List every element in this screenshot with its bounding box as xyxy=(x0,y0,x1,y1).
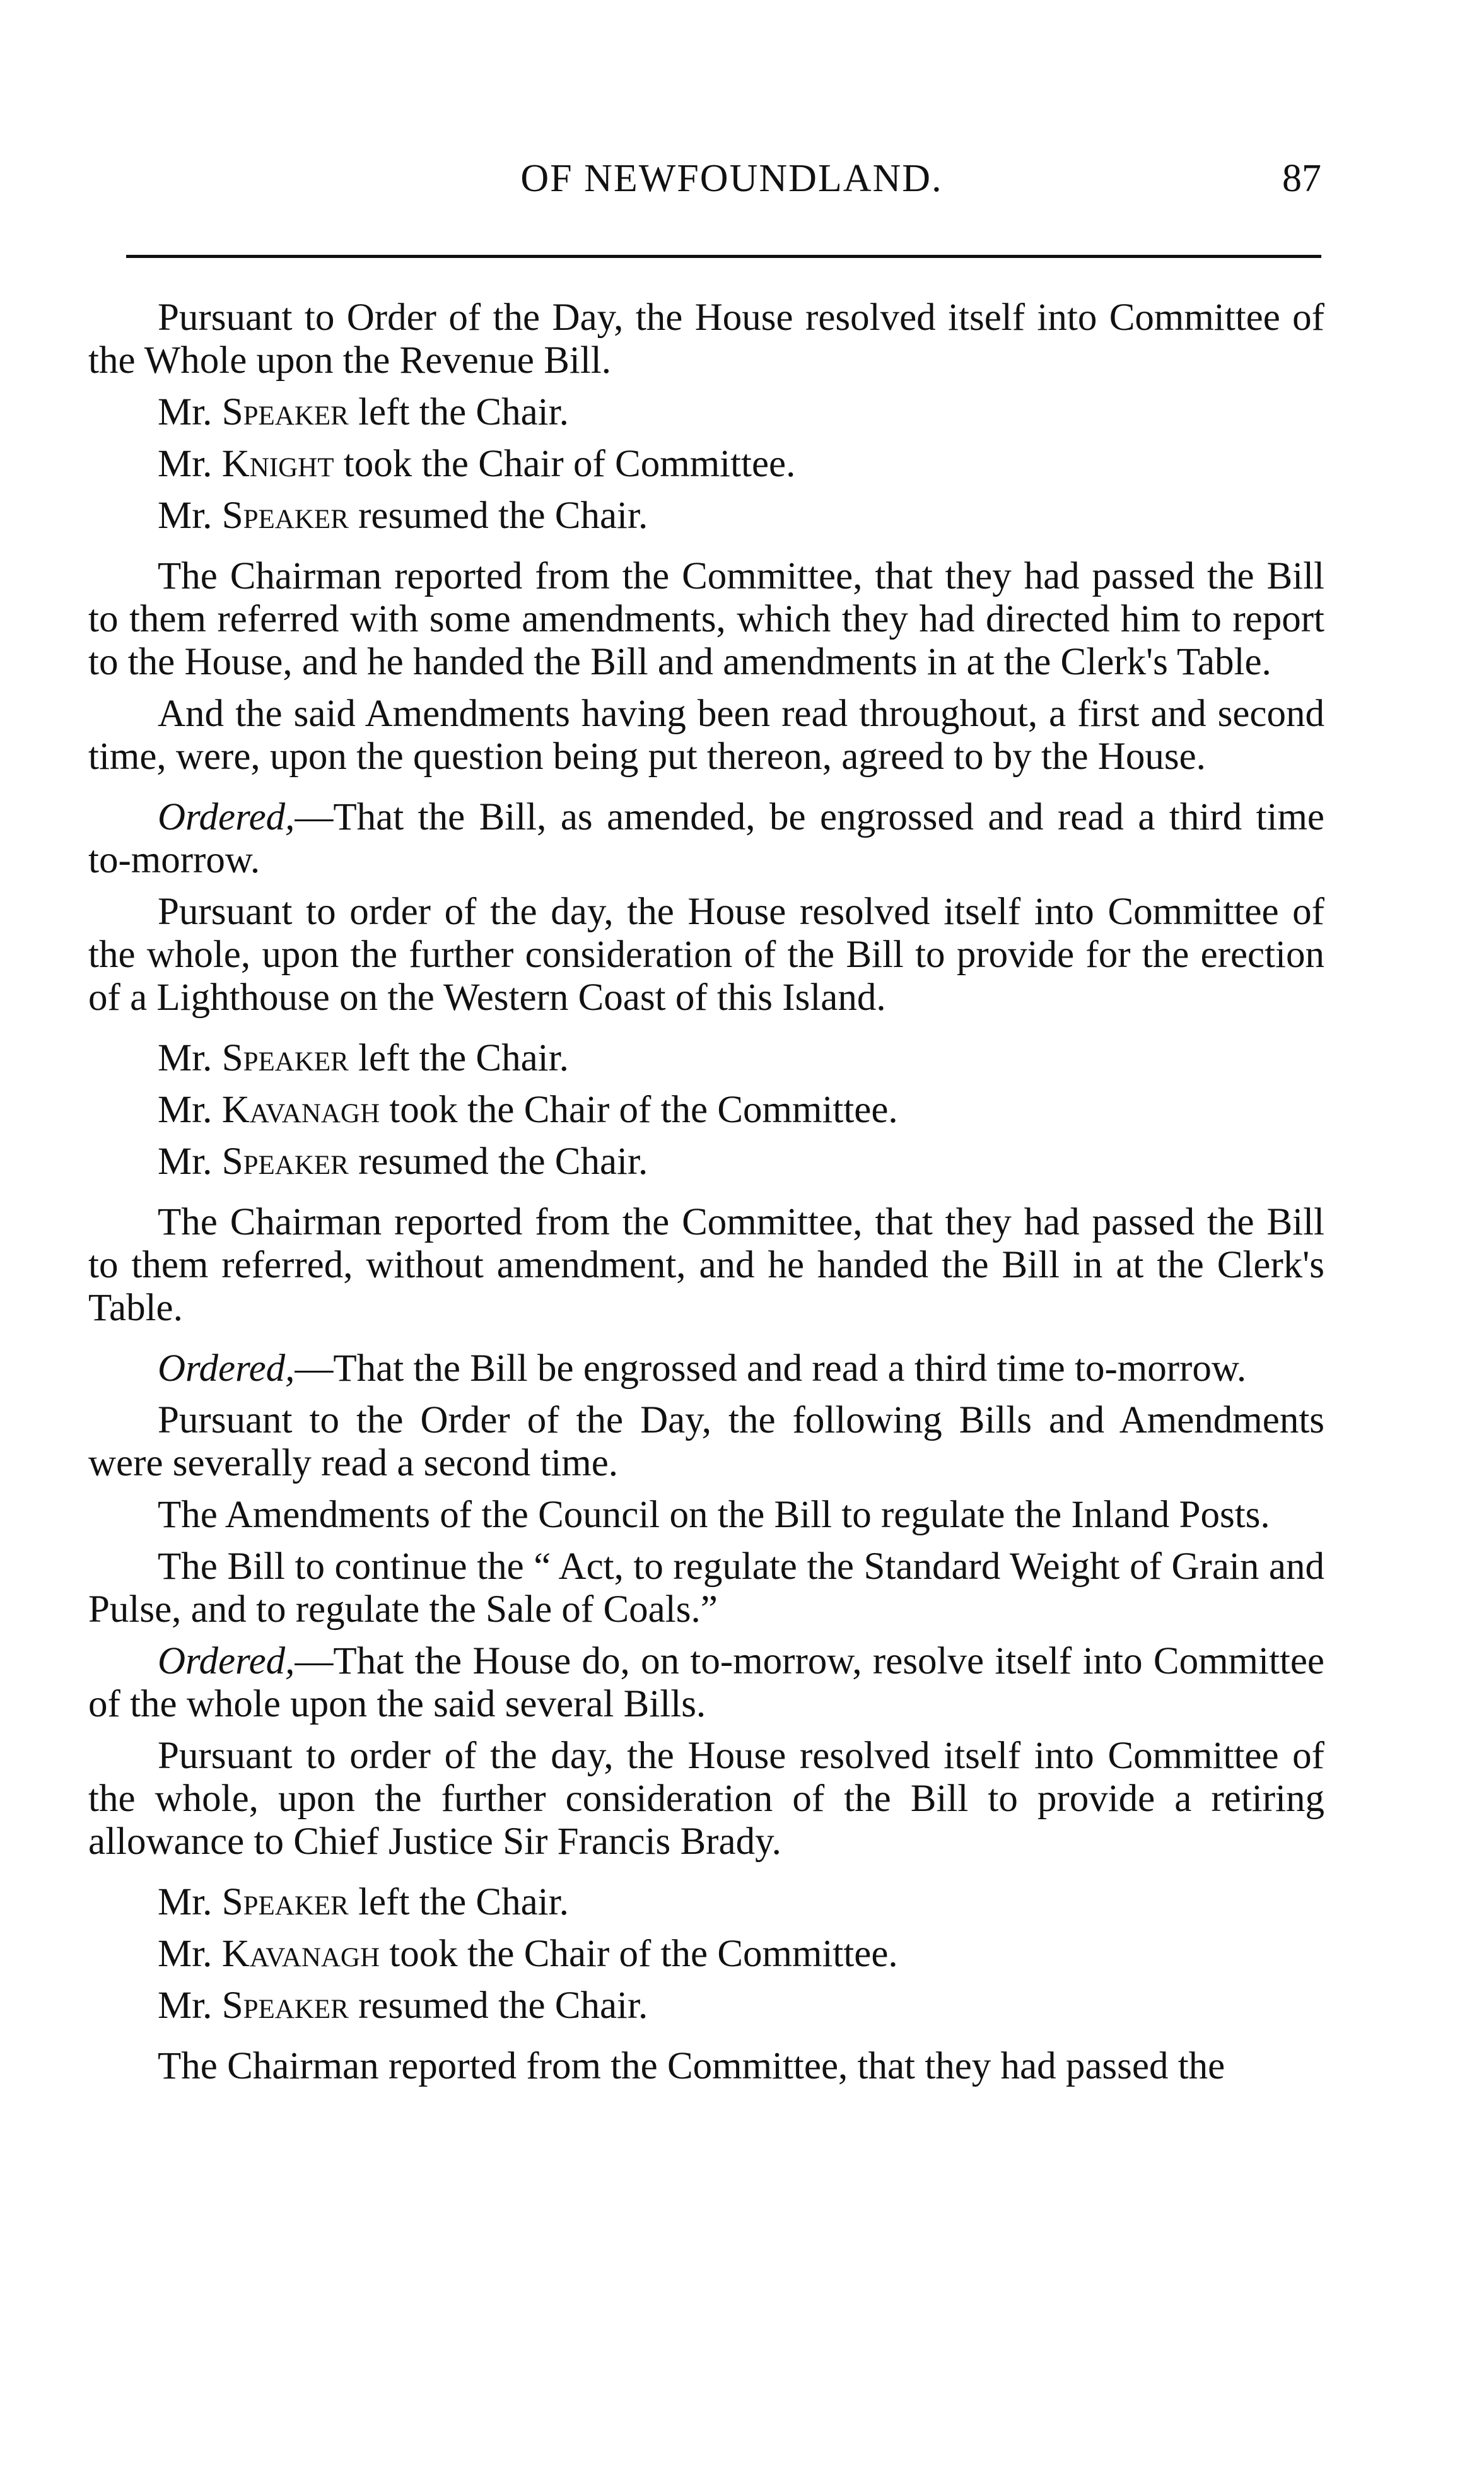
paragraph-text: The Bill to continue the “ Act, to regulate the Standard Weight of Grain and Pulse, and to regulate the Sale of Coals.” xyxy=(88,1545,1324,1631)
paragraph xyxy=(88,1933,1324,1976)
paragraph-text: The Chairman reported from the Committee, that they had passed the Bill to them referred with some amendments, which they had directed him to report to the House, and he handed the Bill and amendments in at the Clerk's Table. xyxy=(88,555,1324,683)
honorific: Mr. xyxy=(158,1881,222,1923)
header-rule xyxy=(126,255,1321,258)
paragraph xyxy=(88,1735,1324,1863)
member-name: Speaker xyxy=(221,1037,349,1079)
paragraph xyxy=(88,1545,1324,1631)
paragraph-text: —That the Bill, as amended, be engrossed and read a third time to-morrow. xyxy=(88,796,1324,881)
honorific: Mr. xyxy=(158,1933,222,1975)
journal-body xyxy=(88,296,1324,2097)
paragraph xyxy=(88,443,1324,486)
paragraph-text: resumed the Chair. xyxy=(348,495,648,537)
member-name: Speaker xyxy=(221,1984,349,2027)
honorific: Mr. xyxy=(158,1089,222,1131)
paragraph-text: —That the Bill be engrossed and read a third time to-morrow. xyxy=(295,1347,1247,1390)
paragraph xyxy=(88,891,1324,1019)
paragraph xyxy=(88,2045,1324,2088)
paragraph xyxy=(88,555,1324,684)
paragraph xyxy=(88,1089,1324,1132)
honorific: Mr. xyxy=(158,1984,222,2027)
paragraph xyxy=(88,693,1324,778)
paragraph xyxy=(88,1881,1324,1924)
paragraph-text: Pursuant to order of the day, the House resolved itself into Committee of the whole, upon the further consideration of the Bill to provide for the erection of a Lighthouse on the Western Coast of this Island. xyxy=(88,891,1324,1019)
honorific: Mr. xyxy=(158,443,222,485)
member-name: Kavanagh xyxy=(221,1933,380,1975)
member-name: Speaker xyxy=(221,1881,349,1923)
paragraph-text: The Chairman reported from the Committee, that they had passed the Bill to them referred, without amendment, and he handed the Bill in at the Clerk's Table. xyxy=(88,1201,1324,1329)
member-name: Speaker xyxy=(221,391,349,433)
ordered-label: Ordered, xyxy=(158,1347,295,1390)
paragraph xyxy=(88,1494,1324,1537)
member-name: Knight xyxy=(221,443,334,485)
paragraph xyxy=(88,1140,1324,1183)
member-name: Speaker xyxy=(221,495,349,537)
honorific: Mr. xyxy=(158,1140,222,1183)
paragraph-text: —That the House do, on to-morrow, resolve itself into Committee of the whole upon the said several Bills. xyxy=(88,1640,1324,1725)
member-name: Speaker xyxy=(221,1140,349,1183)
ordered-label: Ordered, xyxy=(158,1640,295,1682)
paragraph-text: took the Chair of the Committee. xyxy=(380,1933,898,1975)
paragraph-text: left the Chair. xyxy=(348,1037,569,1079)
paragraph-text: took the Chair of Committee. xyxy=(334,443,796,485)
paragraph xyxy=(88,391,1324,434)
page-number: 87 xyxy=(1282,157,1321,200)
paragraph-text: resumed the Chair. xyxy=(348,1984,648,2027)
honorific: Mr. xyxy=(158,495,222,537)
running-title: OF NEWFOUNDLAND. xyxy=(520,157,943,200)
honorific: Mr. xyxy=(158,1037,222,1079)
paragraph xyxy=(88,1037,1324,1080)
paragraph-text: resumed the Chair. xyxy=(348,1140,648,1183)
paragraph xyxy=(88,1347,1324,1390)
paragraph-text: left the Chair. xyxy=(348,391,569,433)
member-name: Kavanagh xyxy=(221,1089,380,1131)
paragraph xyxy=(88,1640,1324,1726)
paragraph xyxy=(88,1399,1324,1485)
ordered-label: Ordered, xyxy=(158,796,295,838)
paragraph-text: And the said Amendments having been read throughout, a first and second time, were, upon the question being put thereon, agreed to by the House. xyxy=(88,693,1324,778)
paragraph xyxy=(88,796,1324,882)
paragraph-text: Pursuant to Order of the Day, the House resolved itself into Committee of the Whole upon the Revenue Bill. xyxy=(88,296,1324,382)
paragraph-text: took the Chair of the Committee. xyxy=(380,1089,898,1131)
paragraph-text: Pursuant to the Order of the Day, the following Bills and Amendments were severally read a second time. xyxy=(88,1399,1324,1484)
honorific: Mr. xyxy=(158,391,222,433)
paragraph-text: The Chairman reported from the Committee, that they had passed the xyxy=(158,2045,1225,2087)
paragraph xyxy=(88,1984,1324,2027)
paragraph-text: Pursuant to order of the day, the House resolved itself into Committee of the whole, upon the further consideration of the Bill to provide a retiring allowance to Chief Justice Sir Francis Brady. xyxy=(88,1735,1324,1863)
running-header xyxy=(123,156,1321,207)
paragraph xyxy=(88,296,1324,382)
paragraph-text: left the Chair. xyxy=(348,1881,569,1923)
paragraph xyxy=(88,495,1324,537)
paragraph-text: The Amendments of the Council on the Bill to regulate the Inland Posts. xyxy=(158,1494,1270,1536)
paragraph xyxy=(88,1201,1324,1330)
